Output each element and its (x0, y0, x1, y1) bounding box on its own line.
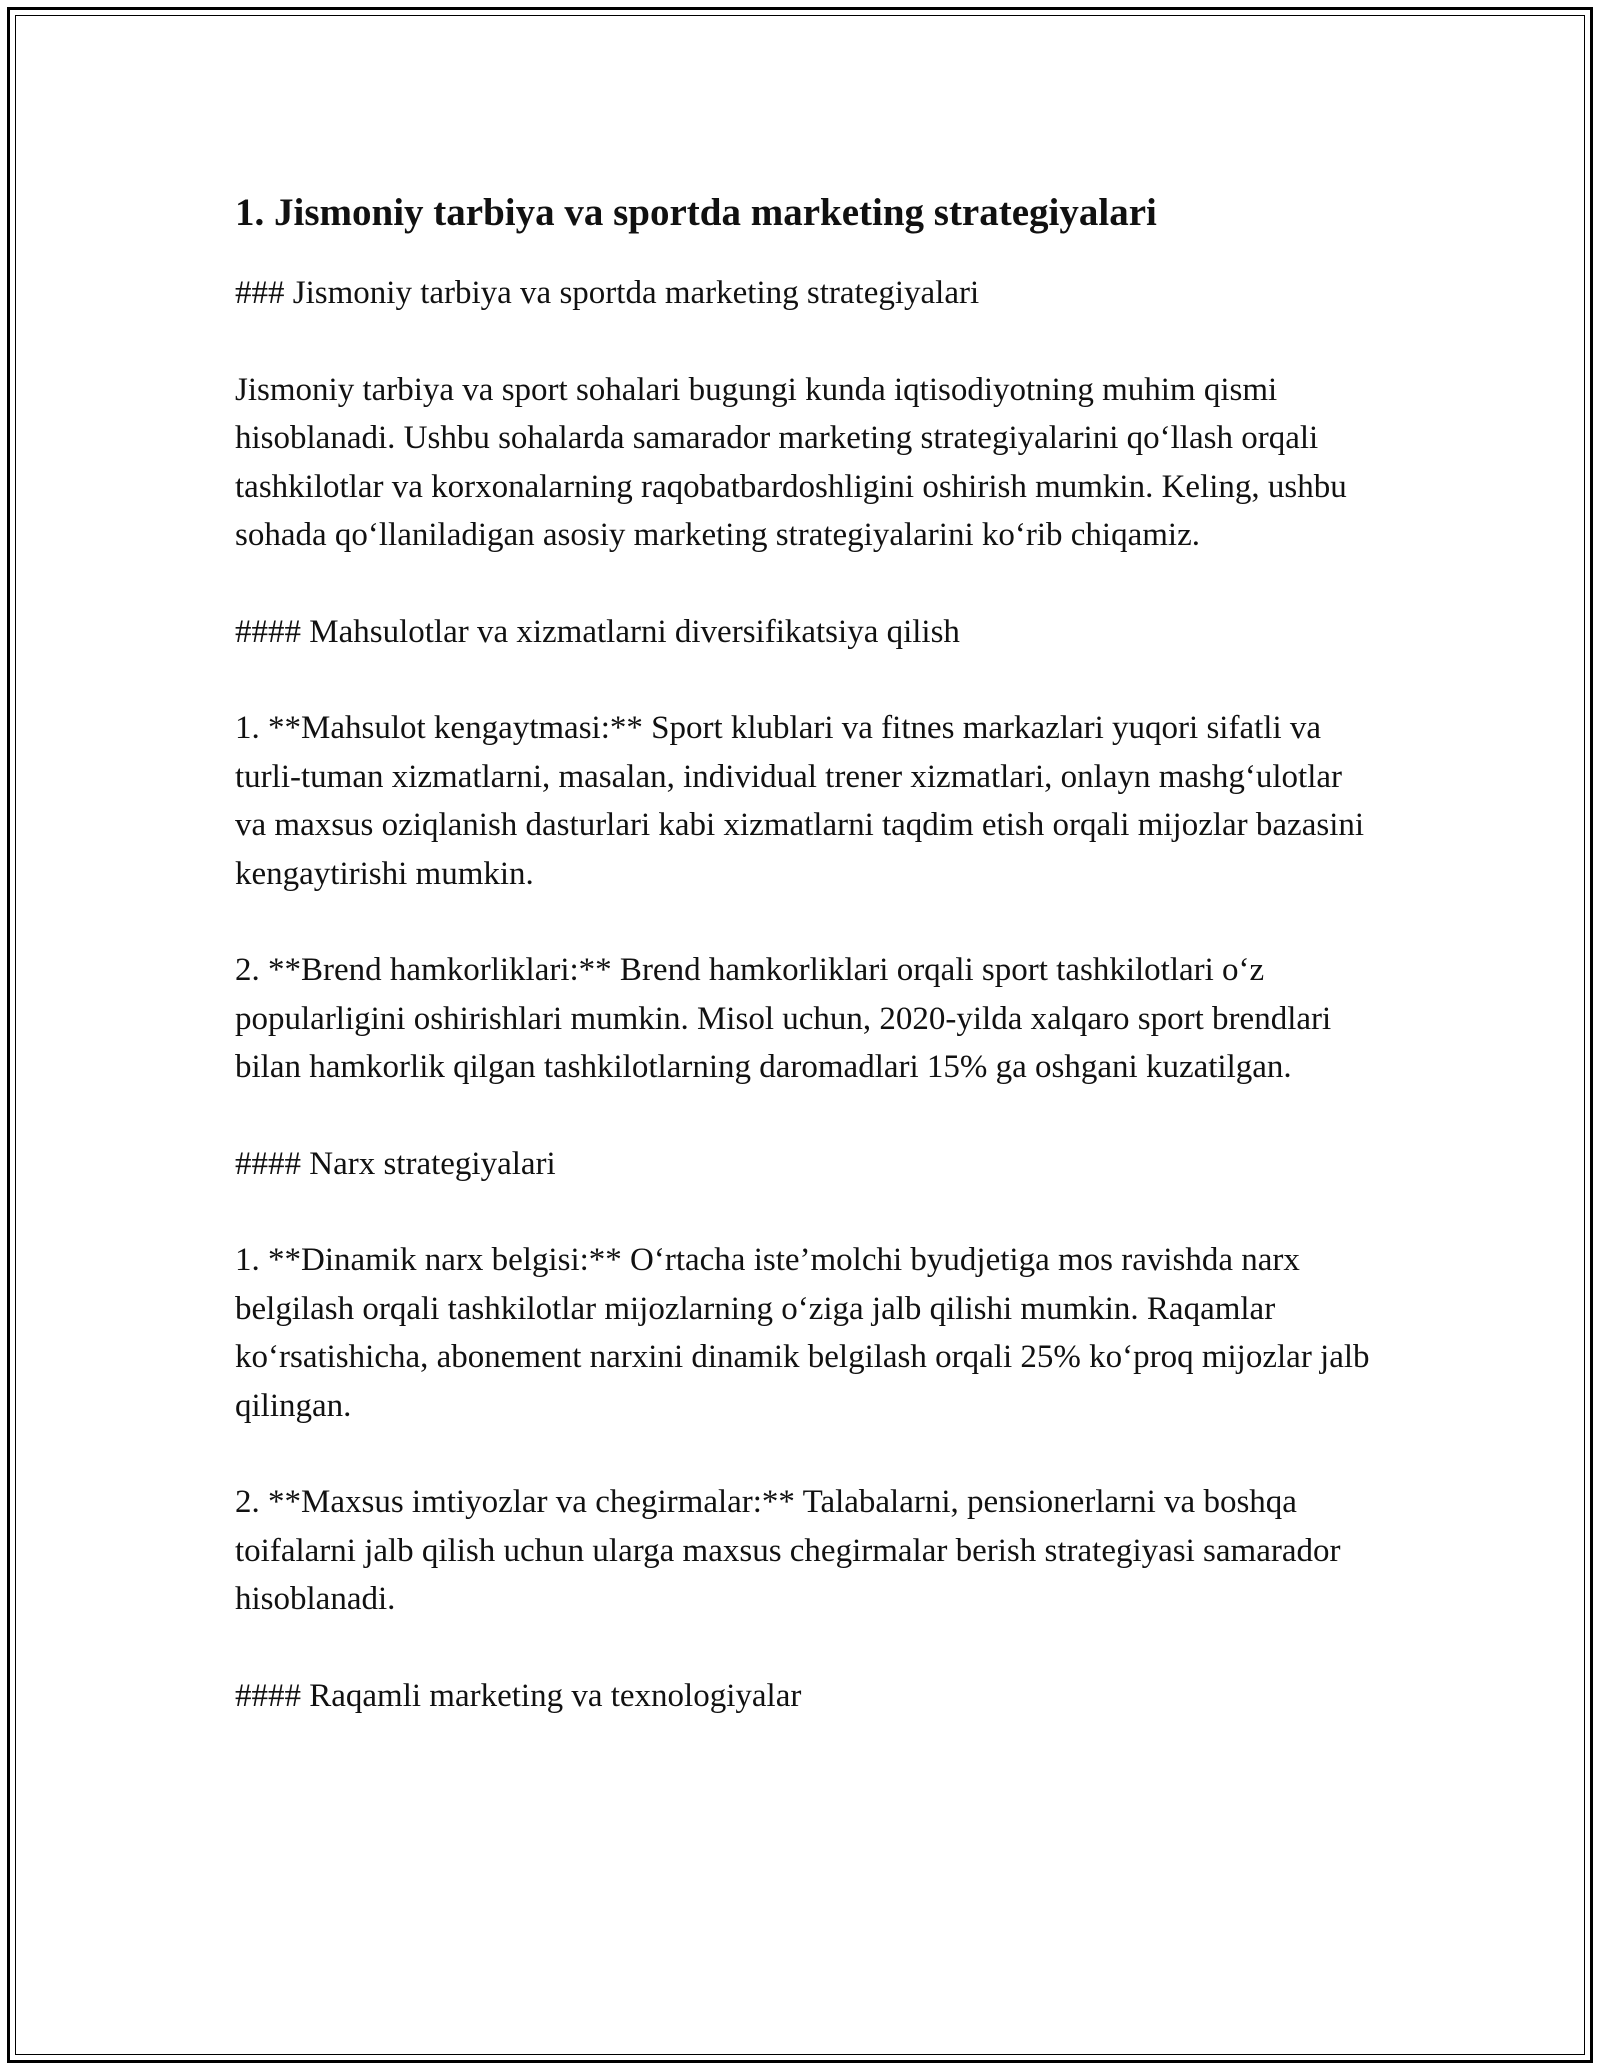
list-item-product-extension: 1. **Mahsulot kengaytmasi:** Sport klublari va fitnes markazlari yuqori sifatli va turli-tuman xizmatlarni, masalan, individual trener xizmatlari, onlayn mashg‘ulotlar va maxsus oziqlanish dasturlari kabi xizmatlarni taqdim etish orqali mijozlar bazasini kengaytirishi mumkin. (235, 710, 1365, 892)
document-title: 1. Jismoniy tarbiya va sportda marketing strategiyalari (235, 191, 1157, 234)
list-item-dynamic-pricing: 1. **Dinamik narx belgisi:** O‘rtacha iste’molchi byudjetiga mos ravishda narx belgilash orqali tashkilotlar mijozlarning o‘ziga jalb qilishi mumkin. Raqamlar ko‘rsatishicha, abonement narxini dinamik belgilash orqali 25% ko‘proq mijozlar jalb qilingan. (235, 1242, 1370, 1424)
section-heading-pricing: #### Narx strategiyalari (235, 1145, 556, 1182)
section-heading-diversification: #### Mahsulotlar va xizmatlarni diversifikatsiya qilish (235, 613, 960, 650)
section-heading-digital-marketing: #### Raqamli marketing va texnologiyalar (235, 1677, 802, 1714)
document-body (235, 185, 1375, 1768)
intro-paragraph: Jismoniy tarbiya va sport sohalari bugungi kunda iqtisodiyotning muhim qismi hisoblanadi. Ushbu sohalarda samarador marketing strategiyalarini qo‘llash orqali tashkilotlar va korxonalarning raqobatbardoshligini oshirish mumkin. Keling, ushbu sohada qo‘llaniladigan asosiy marketing strategiyalarini ko‘rib chiqamiz. (235, 371, 1347, 553)
list-item-discounts: 2. **Maxsus imtiyozlar va chegirmalar:** Talabalarni, pensionerlarni va boshqa toifalarni jalb qilish uchun ularga maxsus chegirmalar berish strategiyasi samarador hisoblanadi. (235, 1484, 1341, 1617)
list-item-brand-partnerships: 2. **Brend hamkorliklari:** Brend hamkorliklari orqali sport tashkilotlari o‘z popularligini oshirishlari mumkin. Misol uchun, 2020-yilda xalqaro sport brendlari bilan hamkorlik qilgan tashkilotlarning daromadlari 15% ga oshgani kuzatilgan. (235, 952, 1332, 1085)
subheading-main: ### Jismoniy tarbiya va sportda marketing strategiyalari (235, 275, 980, 311)
